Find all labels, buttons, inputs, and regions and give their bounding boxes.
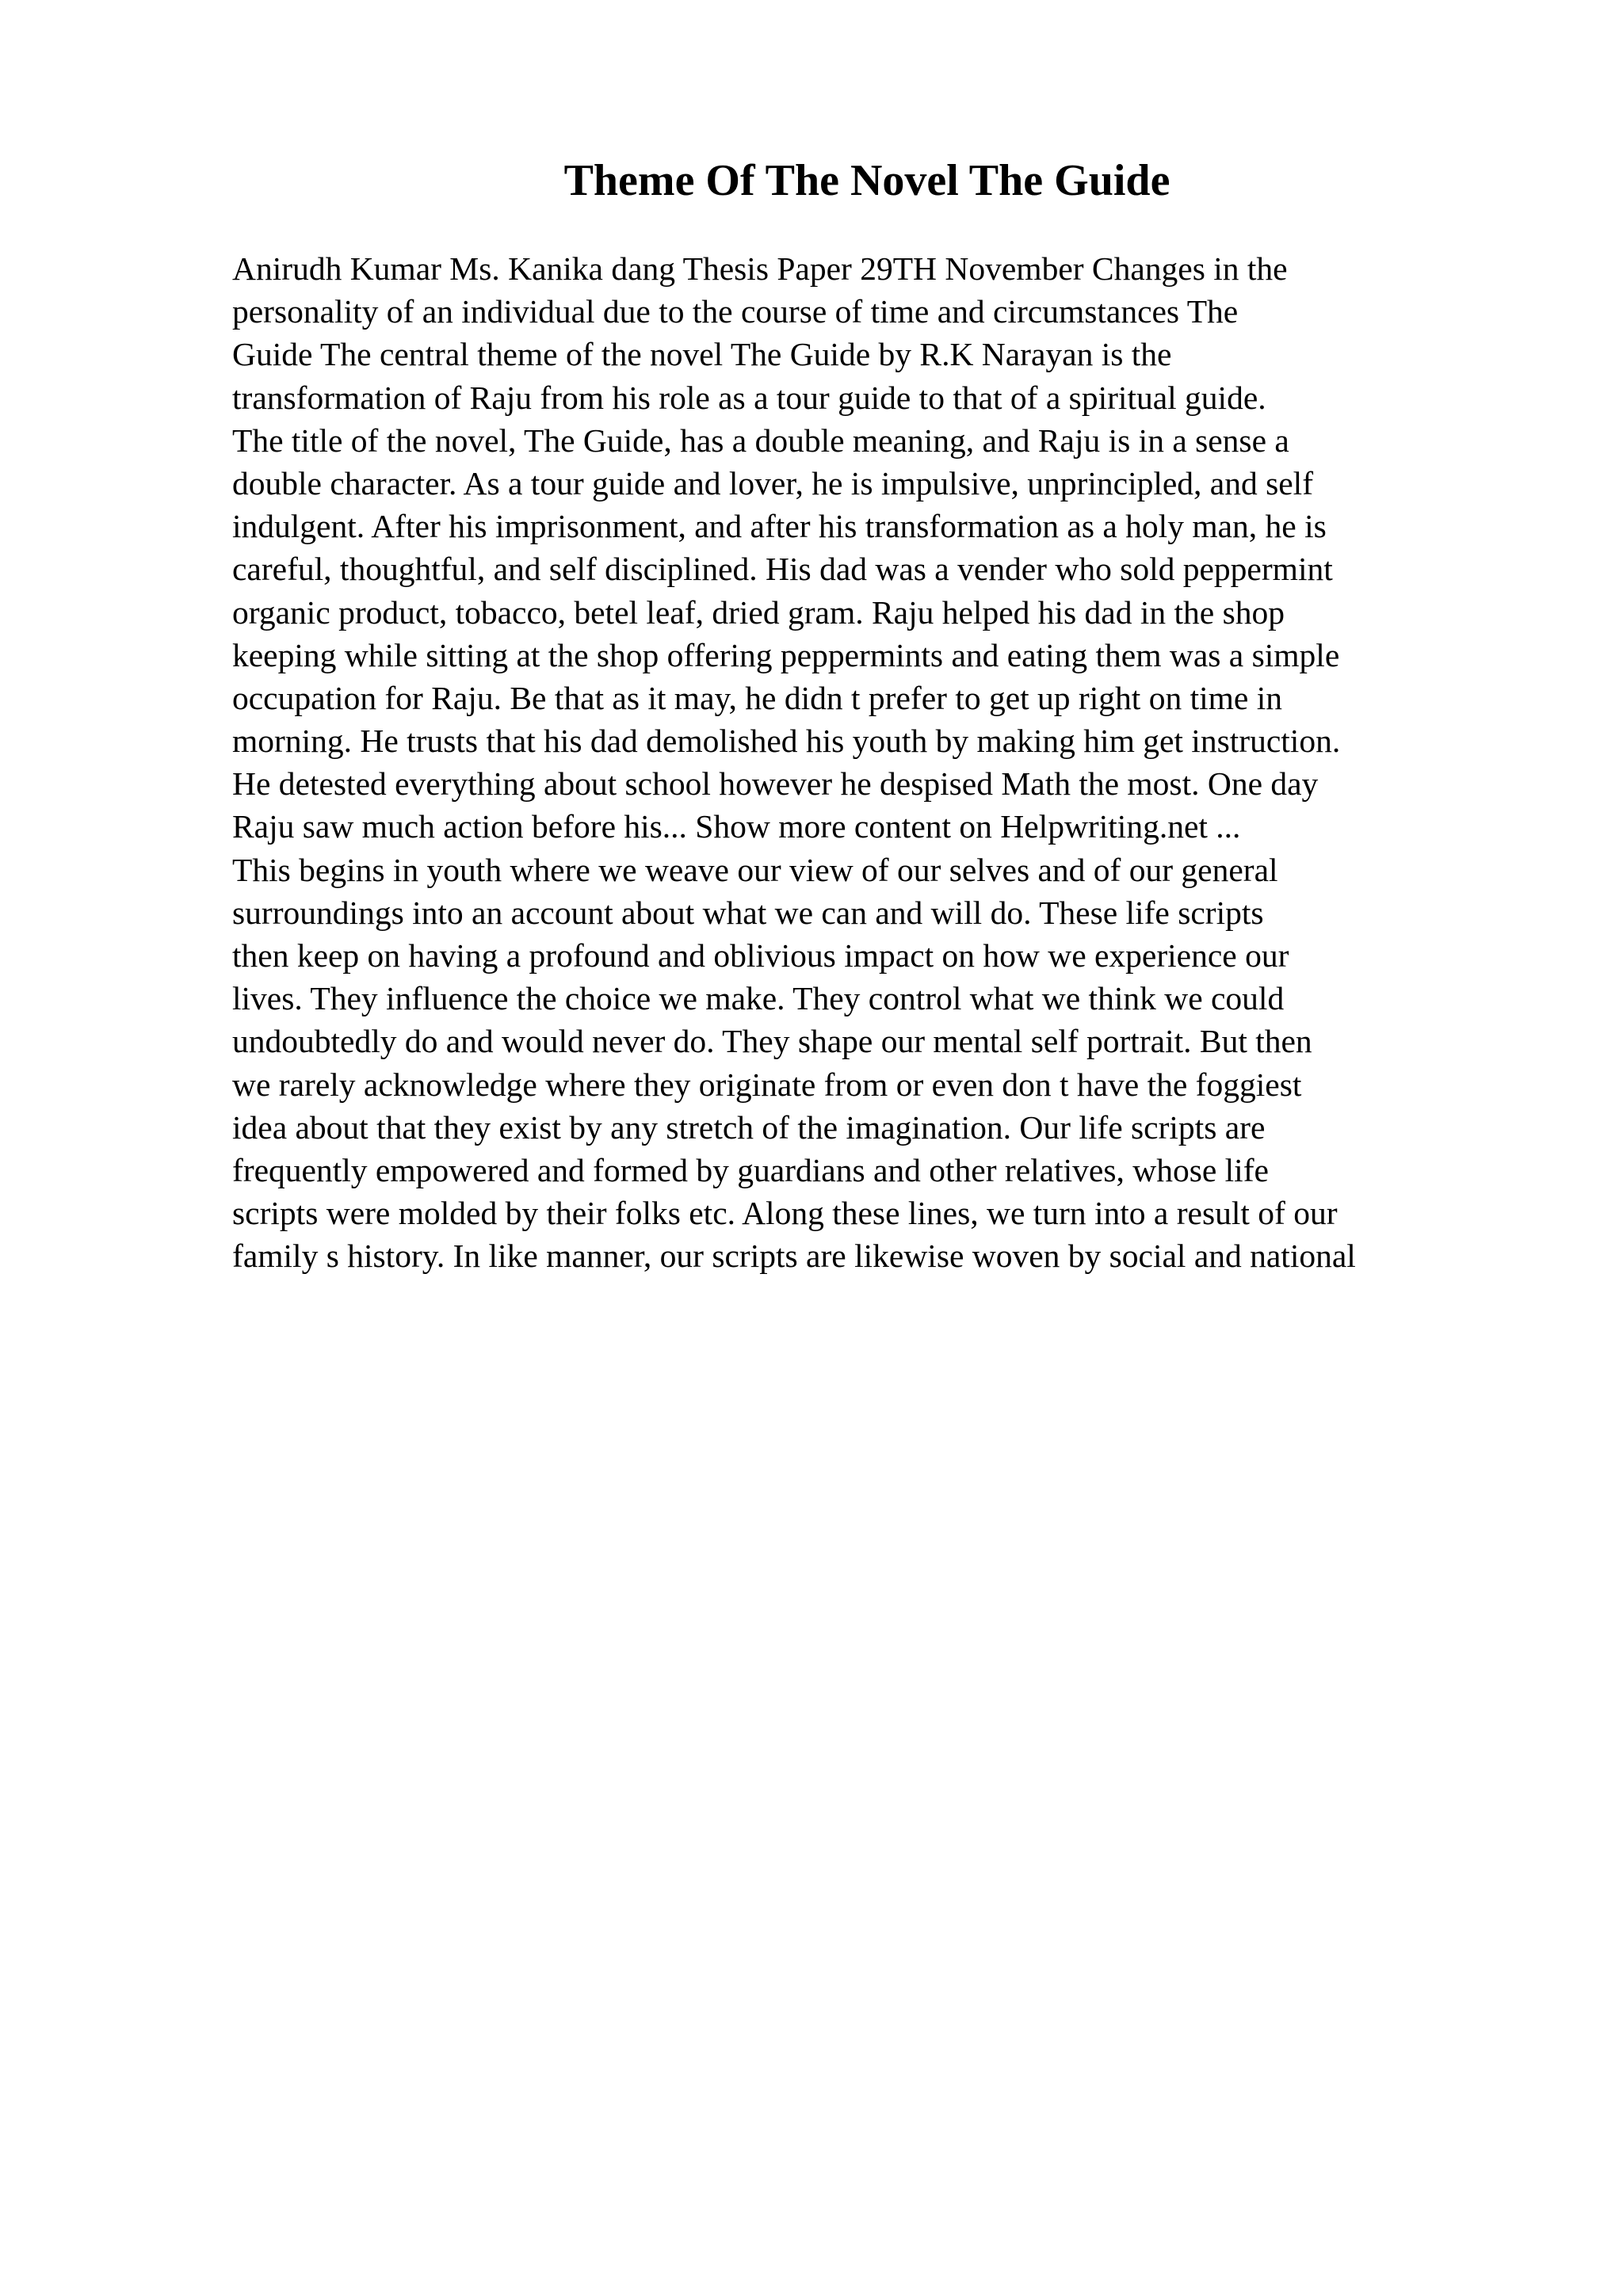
document-body bbox=[232, 247, 1595, 1278]
body-line: surroundings into an account about what we can and will do. These life scripts bbox=[232, 894, 1264, 931]
body-line: keeping while sitting at the shop offering peppermints and eating them was a simple bbox=[232, 636, 1340, 673]
body-line: Anirudh Kumar Ms. Kanika dang Thesis Paper 29TH November Changes in the bbox=[232, 250, 1288, 287]
body-line: Raju saw much action before his... Show more content on Helpwriting.net ... bbox=[232, 808, 1241, 845]
body-line: occupation for Raju. Be that as it may, he didn t prefer to get up right on time in bbox=[232, 679, 1282, 716]
body-line: careful, thoughtful, and self disciplined. His dad was a vender who sold peppermint bbox=[232, 551, 1333, 588]
body-line: double character. As a tour guide and lover, he is impulsive, unprincipled, and self bbox=[232, 464, 1314, 502]
document-title: Theme Of The Novel The Guide bbox=[563, 156, 1170, 205]
body-line: organic product, tobacco, betel leaf, dried gram. Raju helped his dad in the shop bbox=[232, 593, 1285, 631]
body-line: undoubtedly do and would never do. They shape our mental self portrait. But then bbox=[232, 1023, 1312, 1060]
body-line: indulgent. After his imprisonment, and after his transformation as a holy man, he is bbox=[232, 508, 1327, 545]
body-line: scripts were molded by their folks etc. Along these lines, we turn into a result of our bbox=[232, 1195, 1338, 1232]
body-line: family s history. In like manner, our scripts are likewise woven by social and national bbox=[232, 1238, 1356, 1275]
body-line: then keep on having a profound and oblivious impact on how we experience our bbox=[232, 937, 1289, 974]
body-line: morning. He trusts that his dad demolished his youth by making him get instruction. bbox=[232, 723, 1341, 760]
body-line: we rarely acknowledge where they originate from or even don t have the foggiest bbox=[232, 1066, 1302, 1103]
body-line: Guide The central theme of the novel The Guide by R.K Narayan is the bbox=[232, 336, 1172, 373]
body-line: This begins in youth where we weave our view of our selves and of our general bbox=[232, 851, 1278, 888]
body-line: lives. They influence the choice we make. They control what we think we could bbox=[232, 980, 1285, 1017]
body-line: personality of an individual due to the course of time and circumstances The bbox=[232, 293, 1239, 330]
body-line: The title of the novel, The Guide, has a double meaning, and Raju is in a sense a bbox=[232, 421, 1289, 459]
body-line: frequently empowered and formed by guardians and other relatives, whose life bbox=[232, 1151, 1269, 1188]
body-line: transformation of Raju from his role as a tour guide to that of a spiritual guide. bbox=[232, 379, 1266, 416]
body-line: He detested everything about school however he despised Math the most. One day bbox=[232, 765, 1319, 803]
body-line: idea about that they exist by any stretch of the imagination. Our life scripts are bbox=[232, 1108, 1266, 1146]
